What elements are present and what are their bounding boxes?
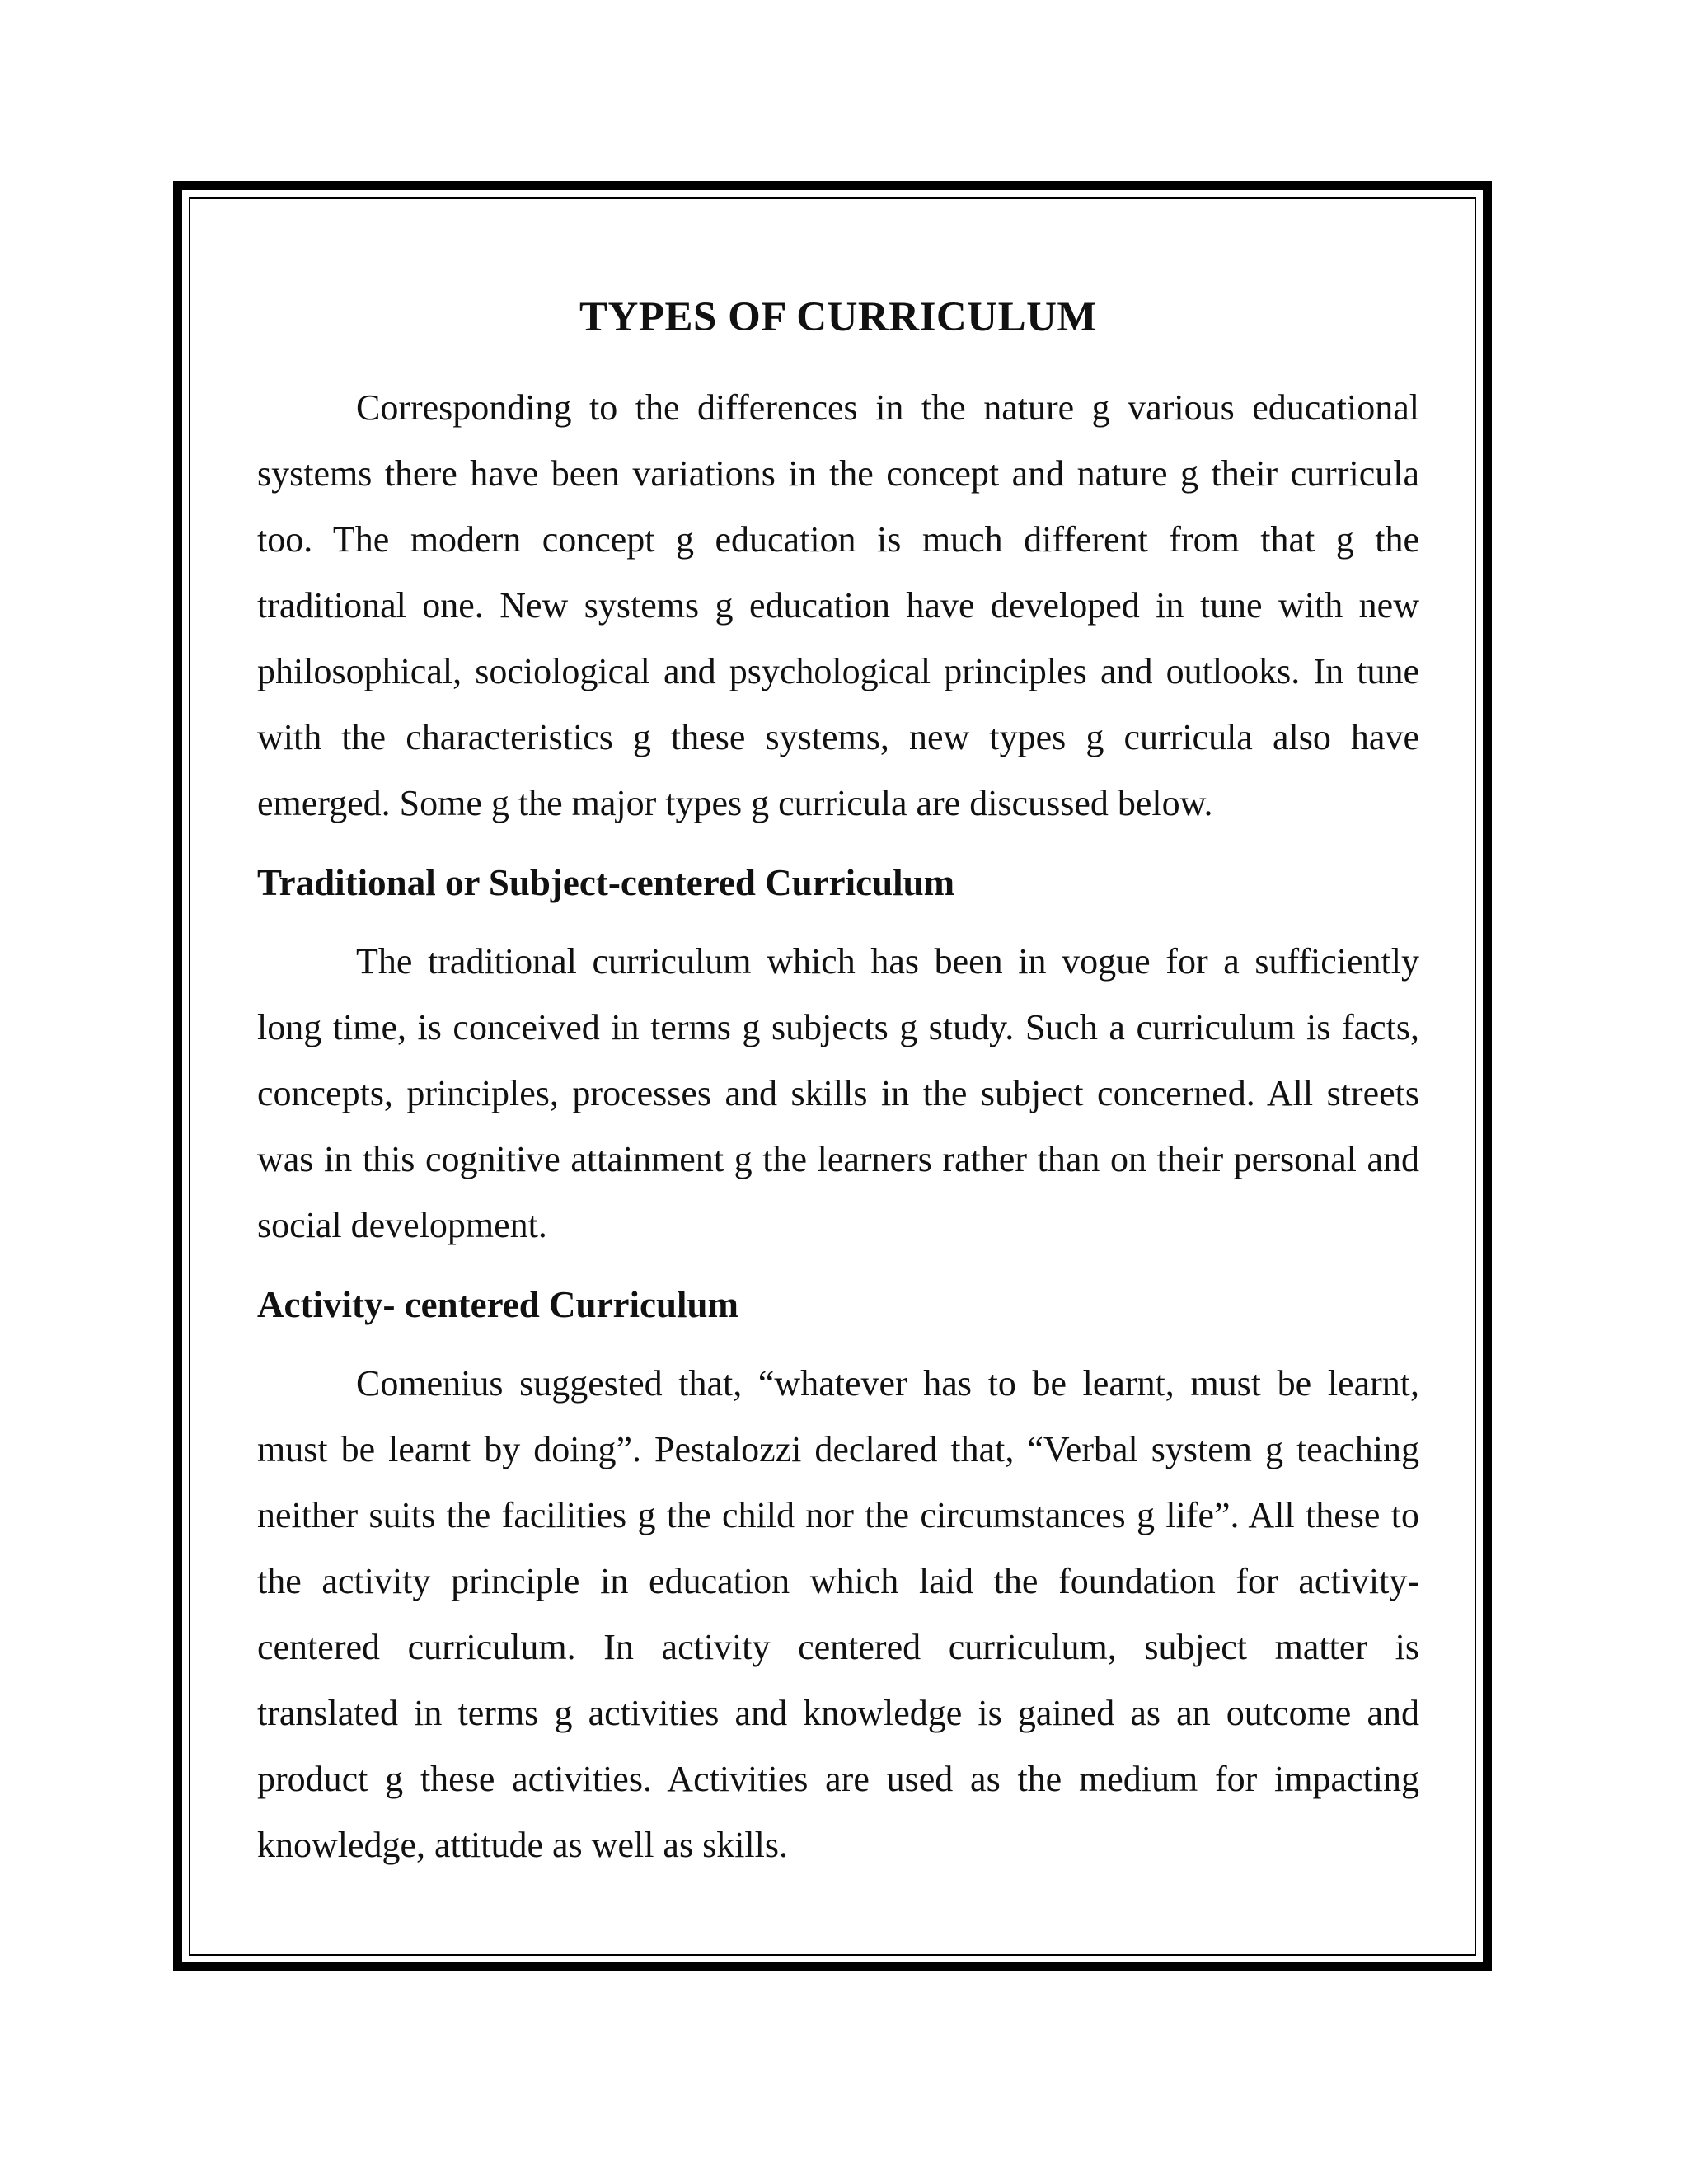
section-heading-activity: Activity- centered Curriculum: [257, 1284, 739, 1325]
section-heading-traditional: Traditional or Subject-centered Curriculum: [257, 862, 955, 903]
document-body: [257, 276, 1419, 1878]
spacer: [257, 359, 1419, 375]
section-paragraph-activity: Comenius suggested that, “whatever has to be learnt, must be learnt, must be learnt by doing”. Pestalozzi declared that, “Verbal system g teaching neither suits the facilities g the child nor the circumstances g life”. All these to the activity principle in education which laid the foundation for activity- centered curriculum. In activity centered curriculum, subject matter is translated in terms g activities and knowledge is gained as an outcome and product g these activities. Activities are used as the medium for impacting knowledge, attitude as well as skills.: [257, 1363, 1419, 1865]
section-paragraph-traditional: The traditional curriculum which has been in vogue for a sufficiently long time, is conceived in terms g subjects g study. Such a curriculum is facts, concepts, principles, processes and skills in the subject concerned. All streets was in this cognitive attainment g the learners rather than on their personal and social development.: [257, 941, 1419, 1245]
intro-paragraph: Corresponding to the differences in the nature g various educational systems there have been variations in the concept and nature g their curricula too. The modern concept g education is much different from that g the traditional one. New systems g education have developed in tune with new philosophical, sociological and psychological principles and outlooks. In tune with the characteristics g these systems, new types g curricula also have emerged. Some g the major types g curricula are discussed below.: [257, 387, 1419, 823]
document-title: TYPES OF CURRICULUM: [579, 294, 1098, 340]
